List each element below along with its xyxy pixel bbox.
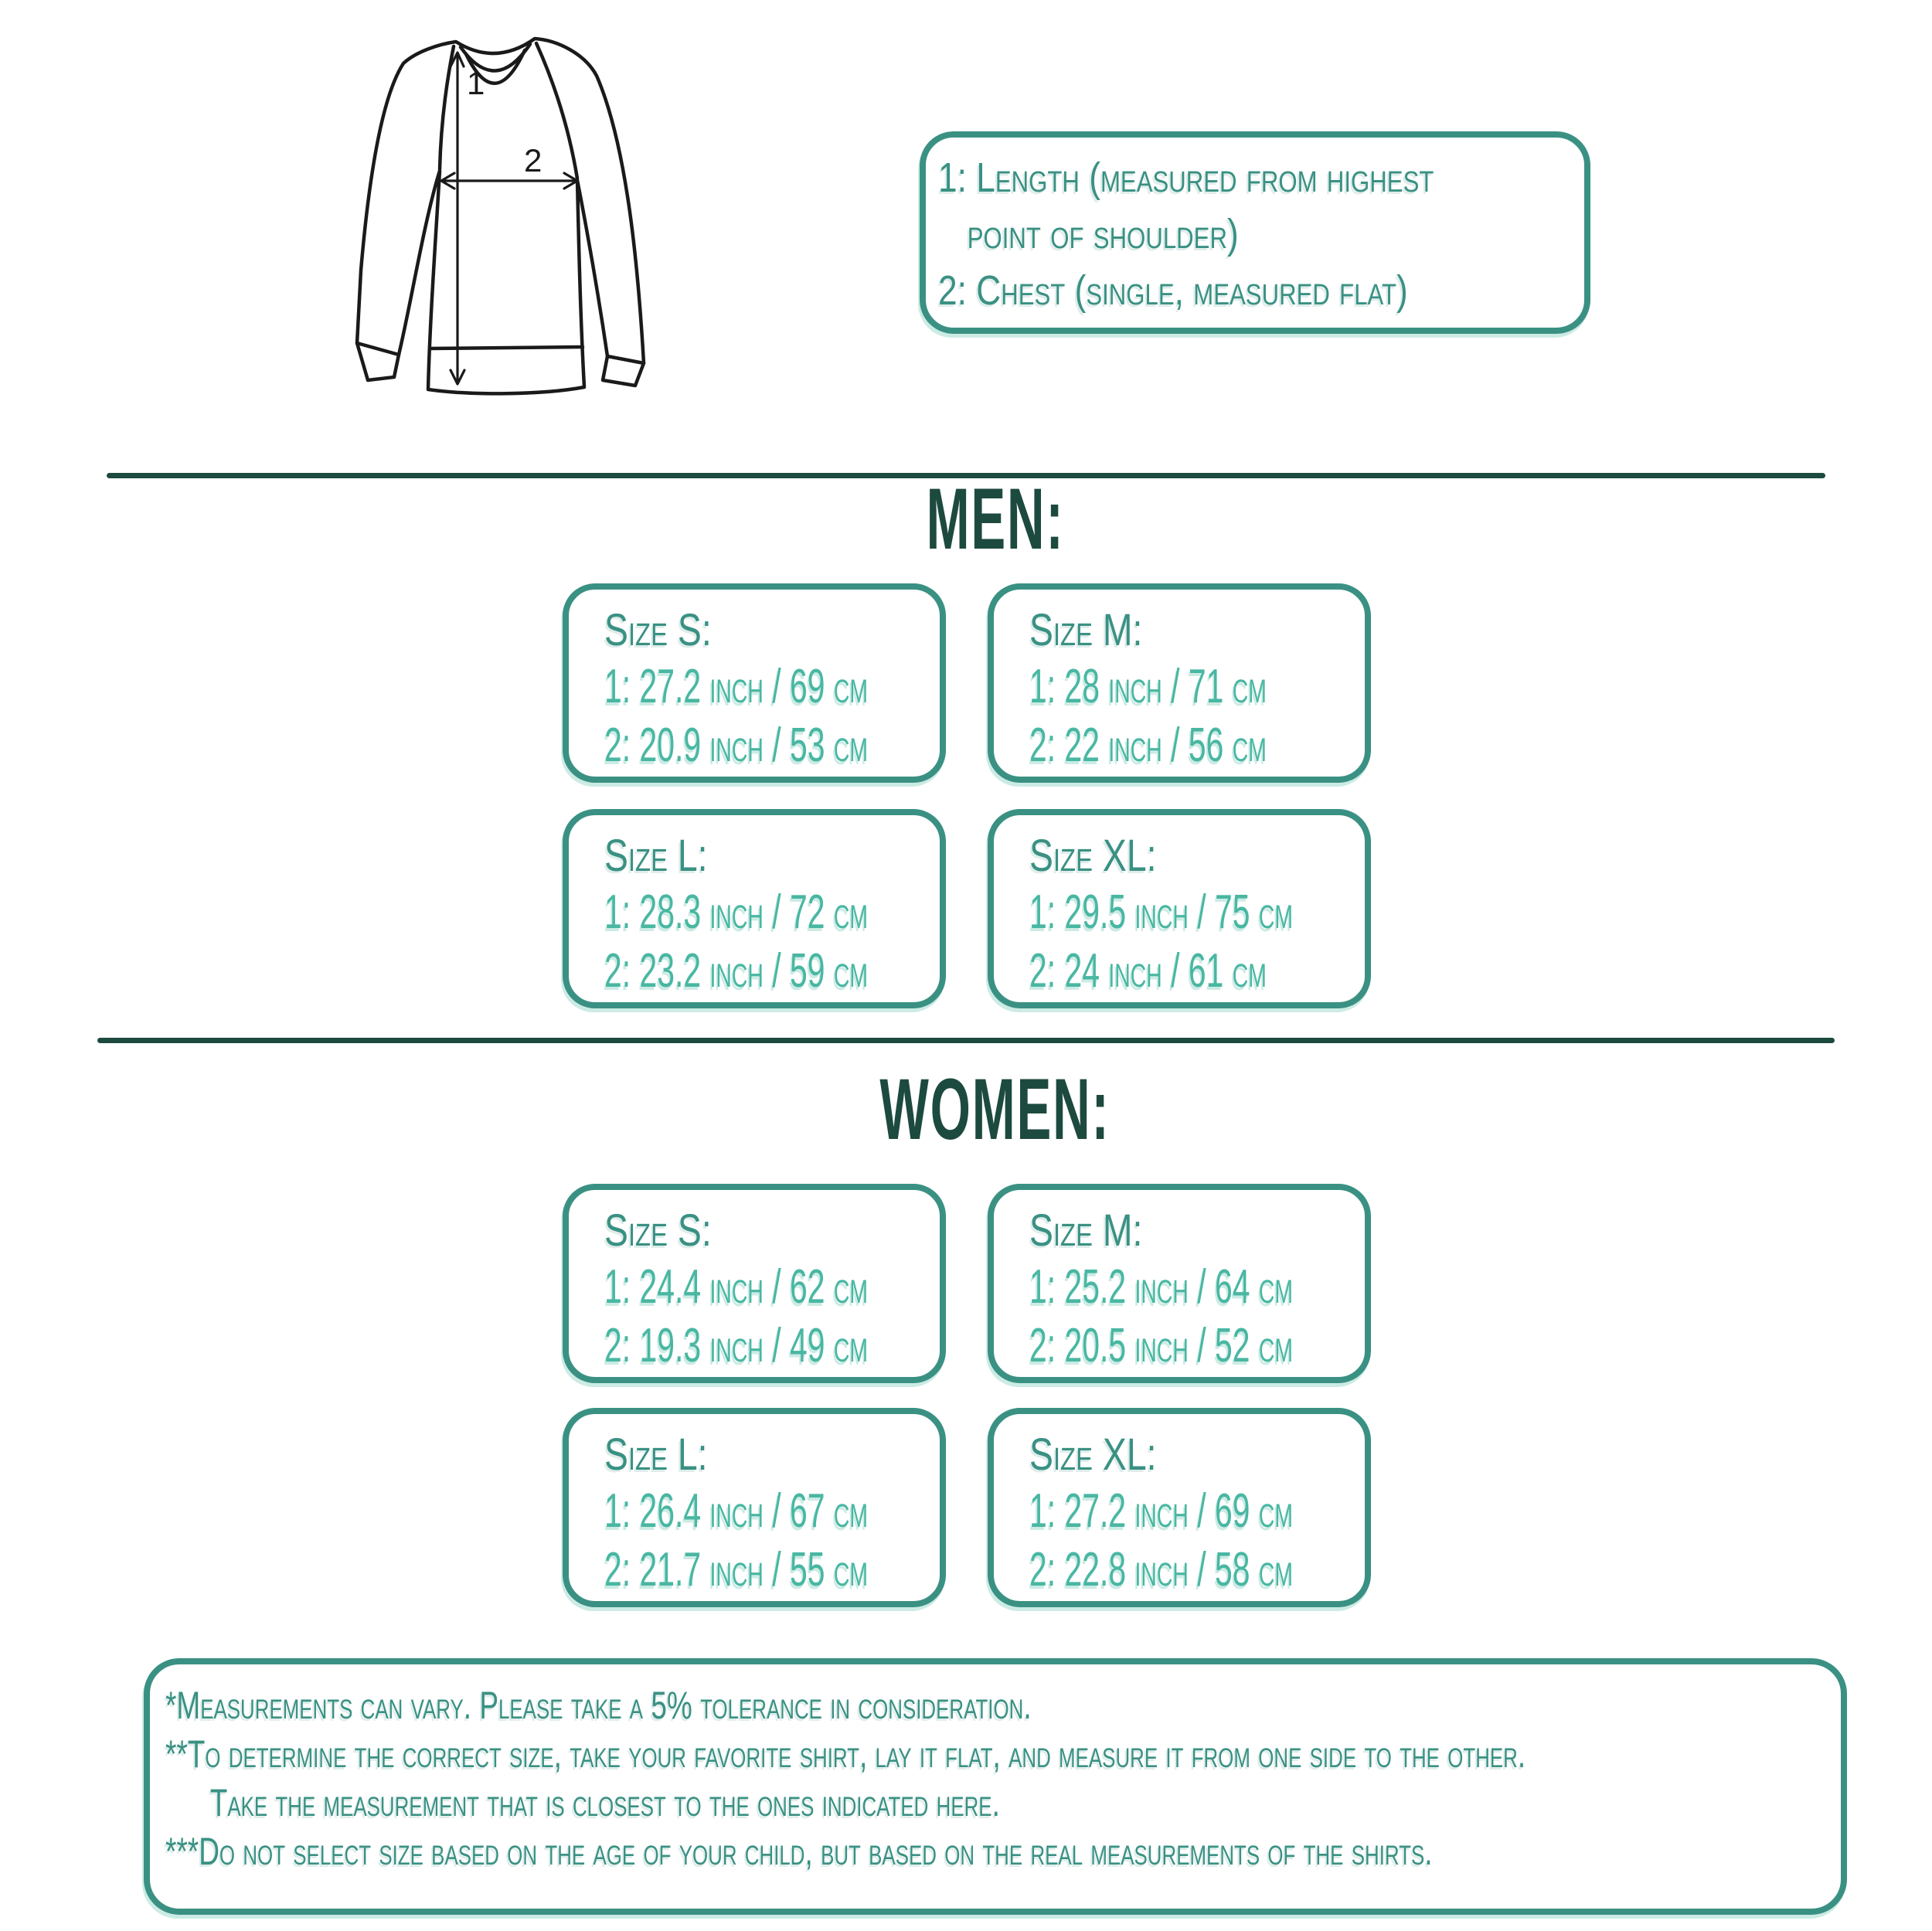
cuff-line-left (357, 343, 399, 355)
length-arrow-label: 1 (467, 65, 485, 101)
section-title-women (29, 1061, 1932, 1158)
footnote-how-to-measure-cont: Take the measurement that is closest to the ones indicated here. (209, 1781, 1000, 1824)
measurement-legend-box (920, 131, 1590, 334)
length-arrow (451, 53, 464, 384)
size-label: Size L: (604, 831, 708, 881)
size-label: Size XL: (1029, 831, 1157, 881)
size-label: Size M: (1029, 1205, 1143, 1256)
size-box-men-l (563, 809, 946, 1008)
legend-line-length-cont: point of shoulder) (967, 210, 1239, 257)
men-heading: MEN: (926, 471, 1065, 567)
size-box-women-s (563, 1184, 946, 1383)
footnotes-box (144, 1658, 1847, 1915)
size-box-women-l (563, 1408, 946, 1607)
divider-women (97, 1038, 1835, 1043)
size-chest-value: 2: 23.2 inch / 59 cm (604, 944, 869, 998)
size-length-value: 1: 25.2 inch / 64 cm (1029, 1260, 1294, 1314)
chest-arrow (441, 173, 577, 189)
size-chest-value: 2: 22 inch / 56 cm (1029, 719, 1267, 773)
size-label: Size M: (1029, 605, 1143, 655)
size-box-women-m (988, 1184, 1371, 1383)
size-box-women-xl (988, 1408, 1371, 1607)
size-length-value: 1: 27.2 inch / 69 cm (604, 659, 869, 713)
size-label: Size S: (604, 1205, 712, 1256)
hem-line (430, 347, 583, 348)
size-chest-value: 2: 22.8 inch / 58 cm (1029, 1543, 1294, 1597)
size-chest-value: 2: 20.5 inch / 52 cm (1029, 1319, 1294, 1373)
size-length-value: 1: 26.4 inch / 67 cm (604, 1484, 869, 1538)
size-chest-value: 2: 21.7 inch / 55 cm (604, 1543, 869, 1597)
legend-line-length: 1: Length (measured from highest (938, 155, 1434, 201)
shirt-outline (357, 39, 644, 393)
size-chest-value: 2: 19.3 inch / 49 cm (604, 1319, 869, 1373)
footnote-tolerance: *Measurements can vary. Please take a 5% tolerance in consideration. (165, 1684, 1032, 1727)
section-title-men (29, 471, 1932, 567)
size-box-men-s (563, 583, 946, 783)
size-length-value: 1: 27.2 inch / 69 cm (1029, 1484, 1294, 1538)
legend-line-chest: 2: Chest (single, measured flat) (938, 267, 1408, 314)
size-label: Size S: (604, 605, 712, 655)
chest-arrow-label: 2 (524, 142, 543, 178)
cuff-line-right (607, 356, 644, 363)
size-label: Size L: (604, 1430, 708, 1480)
size-label: Size XL: (1029, 1430, 1157, 1480)
size-chest-value: 2: 20.9 inch / 53 cm (604, 719, 869, 773)
size-length-value: 1: 29.5 inch / 75 cm (1029, 885, 1294, 939)
size-box-men-xl (988, 809, 1371, 1008)
shirt-diagram (325, 15, 773, 448)
footnote-how-to-measure: **To determine the correct size, take your favorite shirt, lay it flat, and measure it from one side to the other. (165, 1732, 1526, 1776)
size-box-men-m (988, 583, 1371, 783)
raglan-seam-right (536, 43, 577, 178)
footnote-child-size: ***Do not select size based on the age of your child, but based on the real measurements of the shirts. (165, 1830, 1433, 1873)
size-chest-value: 2: 24 inch / 61 cm (1029, 944, 1267, 998)
size-length-value: 1: 24.4 inch / 62 cm (604, 1260, 869, 1314)
size-length-value: 1: 28.3 inch / 72 cm (604, 885, 869, 939)
size-length-value: 1: 28 inch / 71 cm (1029, 659, 1267, 713)
women-heading: WOMEN: (879, 1061, 1111, 1158)
